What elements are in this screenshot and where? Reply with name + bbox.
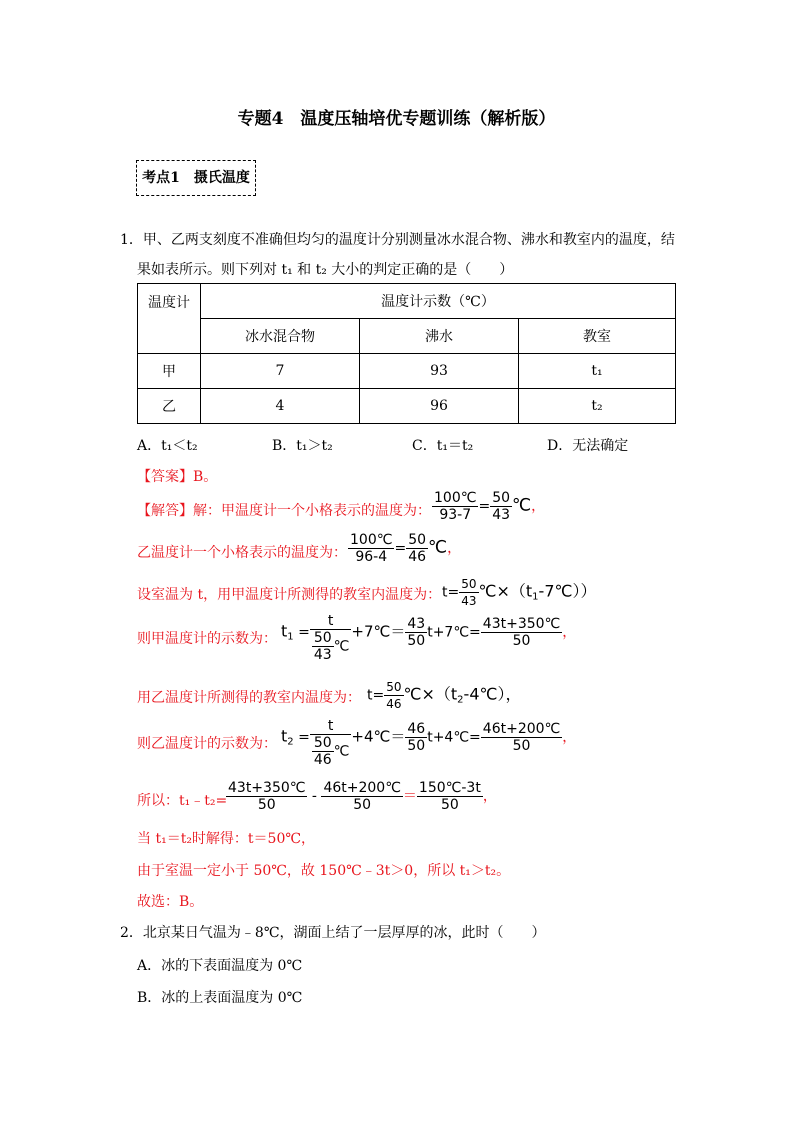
q2-stem: 2．北京某日气温为﹣8℃，湖面上结了一层厚厚的冰，此时（ ） [120, 925, 546, 941]
q2-option-a: A．冰的下表面温度为 0℃ [137, 958, 303, 974]
formula-text: -7℃）） [538, 581, 597, 601]
solution-line6: 则乙温度计的示数为： [137, 736, 277, 752]
unit: ℃ [428, 537, 448, 558]
formula-text: t= [367, 687, 385, 704]
frac-den: 43 [492, 507, 511, 523]
frac-num: 46 [407, 721, 426, 737]
formula-text: t+4℃= [427, 729, 481, 746]
unit: ℃ [512, 495, 532, 516]
option-c: C．t₁＝t₂ [412, 438, 474, 454]
solution-line1 [137, 500, 431, 520]
formula-1: $\frac{100℃}{93-7}$ = $\frac{50}{43}$ ℃， [434, 490, 546, 523]
frac-num: 43t+350℃ [228, 780, 306, 796]
table-cell: 4 [201, 389, 360, 424]
frac-den: 50 [407, 738, 426, 754]
table-header-thermometer: 温度计 [138, 284, 201, 354]
solution-line10: 故选：B。 [137, 894, 204, 910]
table-cell: 7 [201, 354, 360, 389]
formula-text: -4℃）， [463, 684, 522, 704]
frac-num: 43t+350℃ [482, 616, 561, 632]
frac-den: 46 [386, 697, 402, 711]
q1-stem-line1: 1．甲、乙两支刻度不准确但均匀的温度计分别测量冰水混合物、沸水和教室内的温度，结 [120, 232, 675, 248]
table-cell: 96 [360, 389, 519, 424]
page-title: 专题4 温度压轴培优专题训练（解析版） [237, 109, 556, 129]
formula-text: ℃×（t [478, 581, 533, 601]
frac-num: 50 [492, 490, 511, 506]
formula-3: t= $\frac{50}{43}$ $℃\times(t_1-7℃)$） [442, 577, 597, 608]
frac-den: 50 [440, 797, 459, 813]
frac-den: 50 [512, 633, 531, 649]
section-label: 考点1 摄氏温度 [136, 160, 256, 196]
solution-line2: 乙温度计一个小格表示的温度为： [137, 545, 347, 561]
frac-den: 93-7 [439, 507, 472, 523]
solution-line7: 所以：t₁﹣t₂= [137, 793, 228, 809]
frac-den: 46 [408, 549, 427, 565]
solution-line9: 由于室温一定小于 50℃，故 150℃﹣3t＞0，所以 t₁＞t₂。 [137, 863, 511, 879]
solution-text: 【解答】解：甲温度计一个小格表示的温度为： [137, 503, 431, 519]
frac-num: 100℃ [350, 532, 393, 548]
solution-line3: 设室温为 t，用甲温度计所测得的教室内温度为： [137, 587, 442, 603]
frac-num: 100℃ [434, 490, 477, 506]
formula-7: $\frac{43t+350℃}{50}$ - $\frac{46t+200℃}{50}$ ＝ $\frac{150℃-3t}{50}$ ， [228, 780, 497, 813]
formula-text: +7℃＝ [351, 622, 406, 641]
formula-text: +4℃＝ [351, 727, 406, 746]
solution-line8: 当 t₁＝t₂时解得：t＝50℃， [137, 831, 316, 847]
q1-stem-line2: 果如表所示。则下列对 t₁ 和 t₂ 大小的判定正确的是（ ） [137, 262, 514, 278]
table-header-room: 教室 [519, 319, 676, 354]
option-a: A．t₁＜t₂ [137, 438, 198, 454]
table-header-boiling: 沸水 [360, 319, 519, 354]
formula-text: ℃×（t [403, 684, 458, 704]
formula-text: t+7℃= [427, 624, 481, 641]
solution-line5: 用乙温度计所测得的教室内温度为： [137, 690, 361, 706]
frac-den: 96-4 [355, 549, 388, 565]
table-row-name: 乙 [138, 389, 201, 424]
formula-6: $t_2$ = t $\frac{50}{46}$ ℃ +4℃＝ $\frac{46}{50}$ t+4℃= $\frac{46t+200℃}{50}$ ， [281, 718, 577, 768]
frac-num: 43 [407, 616, 426, 632]
frac-den: 43 [461, 594, 477, 608]
frac-den: 50 [407, 633, 426, 649]
table-header-ice: 冰水混合物 [201, 319, 360, 354]
frac-den: 50 [257, 797, 276, 813]
table-cell: t₂ [519, 389, 676, 424]
table-cell: t₁ [519, 354, 676, 389]
solution-line4: 则甲温度计的示数为： [137, 631, 277, 647]
table-row-name: 甲 [138, 354, 201, 389]
frac-num: 50 [386, 680, 402, 694]
formula-5: t= $\frac{50}{46}$ $℃\times(t_2-4℃)$， [367, 680, 522, 711]
frac-num: 50 [461, 577, 477, 591]
frac-num: 46t+200℃ [323, 780, 401, 796]
formula-2: $\frac{100℃}{96-4}$ = $\frac{50}{46}$ ℃， [350, 532, 462, 565]
frac-den: 50 [353, 797, 372, 813]
q1-table [137, 283, 676, 424]
option-b: B．t₁＞t₂ [272, 438, 333, 454]
q2-option-b: B．冰的上表面温度为 0℃ [137, 990, 303, 1006]
formula-text: t= [442, 584, 460, 601]
frac-num: 46t+200℃ [482, 721, 561, 737]
frac-num: 150℃-3t [418, 780, 481, 796]
frac-num: 50 [408, 532, 427, 548]
option-d: D．无法确定 [547, 438, 629, 454]
table-cell: 93 [360, 354, 519, 389]
answer: 【答案】B。 [137, 469, 218, 485]
formula-4: $t_1$ = t $\frac{50}{43}$ ℃ +7℃＝ $\frac{43}{50}$ t+7℃= $\frac{43t+350℃}{50}$ ， [281, 613, 577, 663]
frac-den: 50 [512, 738, 531, 754]
table-header-reading: 温度计示数（℃） [201, 284, 676, 319]
